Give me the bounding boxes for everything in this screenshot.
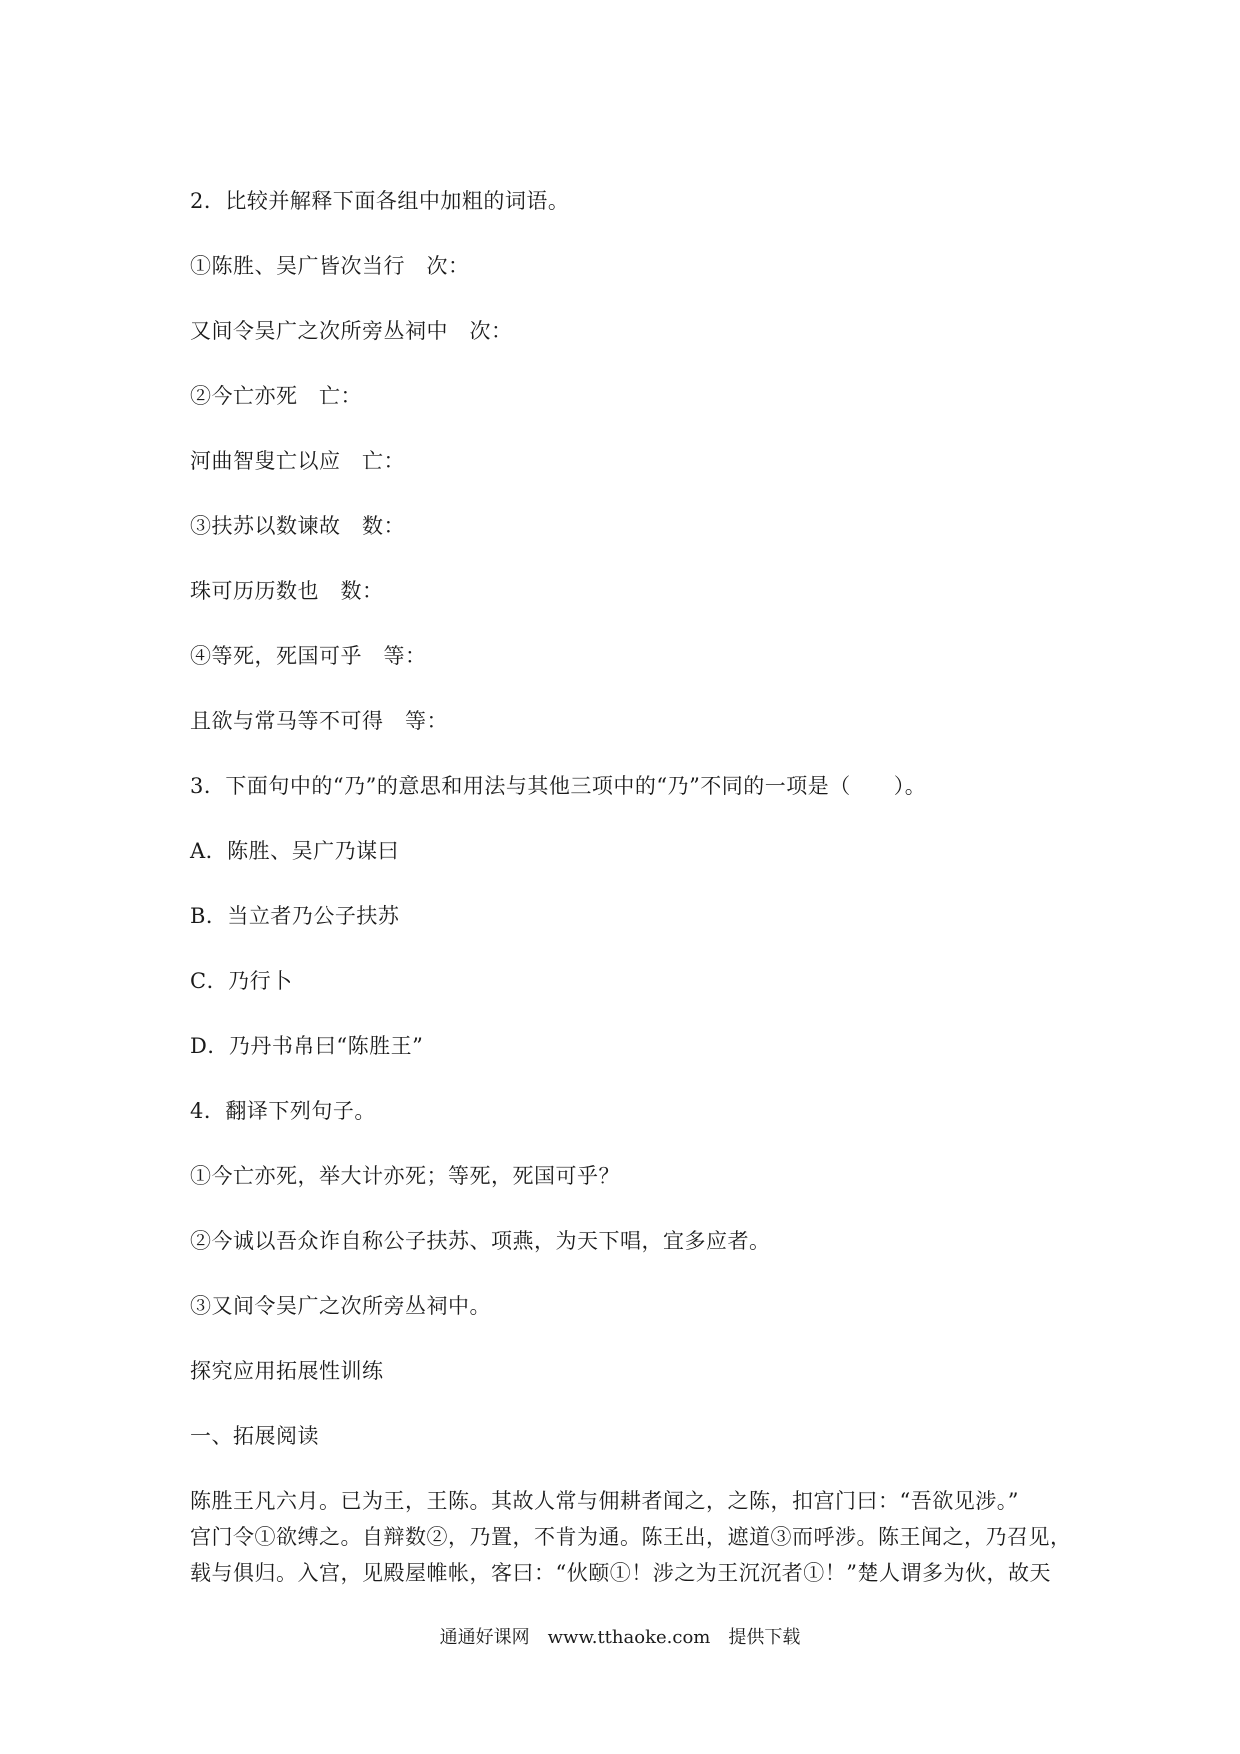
subsection-heading-reading: 一、拓展阅读	[190, 1424, 319, 1448]
question-3-option-c: C．乃行卜	[190, 969, 293, 993]
section-heading-extension: 探究应用拓展性训练	[190, 1359, 384, 1383]
question-2-item-1b: 又间令吴广之次所旁丛祠中 次：	[190, 319, 513, 343]
reading-passage	[190, 1483, 1072, 1591]
question-2-item-4b: 且欲与常马等不可得 等：	[190, 709, 448, 733]
question-2-item-4a: ④等死，死国可乎 等：	[190, 644, 427, 668]
question-3-option-d: D．乃丹书帛曰“陈胜王”	[190, 1034, 424, 1058]
question-3-option-a: A．陈胜、吴广乃谋曰	[190, 839, 400, 863]
passage-line: 陈胜王凡六月。已为王，王陈。其故人常与佣耕者闻之，之陈，扣宫门曰：“吾欲见涉。”	[190, 1489, 1019, 1513]
question-2-item-3a: ③扶苏以数谏故 数：	[190, 514, 405, 538]
question-4-heading: 4．翻译下列句子。	[190, 1099, 376, 1123]
passage-line: 载与俱归。入宫，见殿屋帷帐，客曰：“伙颐①！涉之为王沉沉者①！”楚人谓多为伙，故天	[190, 1561, 1051, 1585]
question-2-item-2a: ②今亡亦死 亡：	[190, 384, 362, 408]
question-2-item-1a: ①陈胜、吴广皆次当行 次：	[190, 254, 470, 278]
page-footer: 通通好课网 www.tthaoke.com 提供下载	[439, 1627, 801, 1648]
question-4-sentence-3: ③又间令吴广之次所旁丛祠中。	[190, 1294, 491, 1318]
question-2-heading: 2．比较并解释下面各组中加粗的词语。	[190, 189, 570, 213]
question-2-item-3b: 珠可历历数也 数：	[190, 579, 384, 603]
question-4-sentence-1: ①今亡亦死，举大计亦死；等死，死国可乎？	[190, 1164, 620, 1188]
question-3-heading: 3．下面句中的“乃”的意思和用法与其他三项中的“乃”不同的一项是（ ）。	[190, 774, 927, 798]
question-3-option-b: B．当立者乃公子扶苏	[190, 904, 400, 928]
passage-line: 宫门令①欲缚之。自辩数②，乃置，不肯为通。陈王出，遮道③而呼涉。陈王闻之，乃召见，	[190, 1525, 1072, 1549]
question-2-item-2b: 河曲智叟亡以应 亡：	[190, 449, 405, 473]
question-4-sentence-2: ②今诚以吾众诈自称公子扶苏、项燕，为天下唱，宜多应者。	[190, 1229, 771, 1253]
